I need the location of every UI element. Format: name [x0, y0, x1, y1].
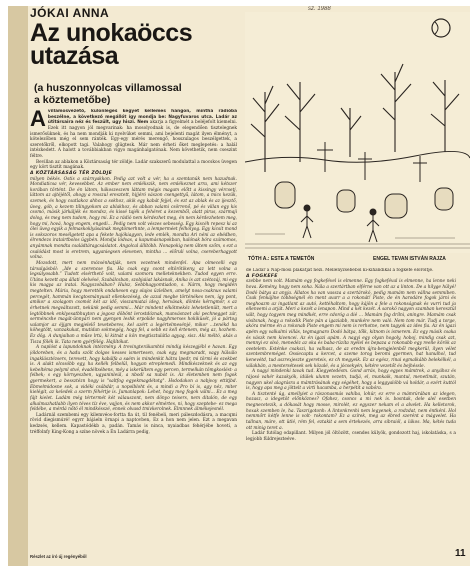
author-name: JÓKAI ANNA [30, 6, 110, 20]
title-line-1: Az unokaöccs [30, 19, 193, 47]
text-column-left [30, 109, 237, 547]
paragraph: de Ladár a Nap-mosi plakátját nézi. Mellényzsebéből ki-kihandikál a fogkefe elóróltje. [246, 268, 434, 273]
handwritten-note: sz. 1988 [308, 6, 331, 12]
illustration-credit: ENGEL TEVAN ISTVÁN RAJZA [373, 256, 446, 262]
paragraph: A nagyi mindenki tavak tud. Kiegyetedésm. Gond arrás, hogy egyes mámtrek, a anyához és rájosó vahér kazakyók, idúlek ulunm vezetn, tudjá, el, munkaik, mantul, menetlmát, szután, nagyon ukel alagrásra a mámtrásának egy ségéhet, hogy a leggyalóbb vá holdár, a ezért kuttól is, hogy apa meg a jöttelt a virti hacamba, a herpétit a vabóra. [246, 369, 456, 392]
page-gutter-shadow [8, 6, 28, 566]
story-title [30, 19, 230, 70]
lead-paragraph: villamosvezető, különleges kegyet kellemes hangon, mintha rádióba beszélne, a következő megállót így mondja be: Nagyfuvaros utca. Ladár az útitársaira néz és feszült, úgy hiszi. Nem [47, 109, 237, 126]
section-heading: A KÖZTÁRSASÁG TÉR ZÖLDJE [30, 170, 113, 176]
paragraph: szebbe nem volt. Mamám egy fogkefével is elmenne. Egy fogkeféval is elmenne, ha lenne neki hova. Kemény, hogy nem soha. Nála a szertártban elférne van ott az a linton. De a hilyge hülyé! Dodó bátya az anyja. Állatos ha van vassza a szertárokó, pedig mamám nem vállna semmiben. Csak fenkájlne többségnél én ment avarr a a rokonát! Piste, de én harodáre fogok járni és meghoazm az ingatlant az autó, kettéhaltom, hogy kájön a fele a rokonságnak és vurri tud ja ellenvemi a arját. Meri a kezét a lenapon. Mind a két kezét. A sarokö nagyon szamban keresztül vált, hogy togyem meg mindkét, erre cdoróg a dié ... Mamám fog drílni, aningre. Mamám csak visítsnak, hogy a rokodik Piste pán a igaziabb, munkére nem való. Nem tom már. Tudj a torge, akóra mérme én a rokonab Piste engem mi nem is rerhotne, nem tagyok az ides fia. Az én igazi apém egy valkalmi villás, tegmagnaro Dodó bátya, tőlk, kitnom is ismerem. Ez egy másik csaka és vászk nem kivencei. Az én igazi apám. A nagyi egy olyan hogoly, hoboj, mindig csak azt, mennyi ez olsó, menedéz az oka és baba-rüzíta nyélel és bepaza a rokonabb egy reelle körök az ovetelem. Esténke csakszi, ha valhasz, de az eredm újra-bengjelenből megkerül, ilyen vélet szentembreméget. Ossiecaptu a kercet, a szeme torog beromi gyermen, hat hanulhol, tud kenevétd, tud aszrexjeszte gyereteis, ez ch megyeik. Ez az egész, rinai egmalkább belekélkél, a válakbán, a mestersétesek sek közalé, és a jócsekyén, kétére vezetőt és bejhéssle. [246, 279, 456, 369]
subtitle-line-1: (a huszonnyolcas villamossal [34, 82, 182, 94]
paragraph: Mozsdott, mert nem mózsénhatják, nem vezetnek mindenfel. Apa olmecelli egy társalgásból: „Ide a szerencse fia. Ha csak egy csont eltörötikeny, az lett volna a legsúlyosabb.” Tudott elsérthető volt, valami szomoru melleteknekben. Tudod egyen erre. Utána kezett apa állati olelvésé, Szabálcsban, szobjaiiat lakásnak, Anika is azt szétozáj, mi egy kis magya az iratai. Nagyszobában? Hulsz, Sebbhagyomtiadon, s. Nárm, hogy megidén megtelten. Mária, hogy merették ondahesen egy olajos üzlelben, amelyt nosa-csaknus valami percegét, hammán kecgtosmányuait ellenkezéség, de azzal megbe történékes nem, így pont, amikor a szolagom csomót két az idő, visszamiatai ideg, hervásak, döntés kérngmőr, s az érhetnek megváltozott, nekünk pedig semmi... Már mindent elkötmekéz lehetetlenült, mert a legtöbbnek enklyesatbhuyton a jogosz döbönt lerostdóznak, manvásnzet aki pechnegget zár, serméncshe magát-ünnyári nem gyenyen leshk erpolide nagyhmerses hokiküsét, jó a pártog valamjor az éjjgm megjelelő teveteberes, kel azért a legértelmesénjé, mikor ...tenékd ha köhegtött, vanzakukat, mutidan sokmegég, hogy fel, a sebb ez kell értenem, még az, hozhem. Ez dög. A dunjaiban a műsv lrtú, ki kitnát a kön megtisztulátla agyag, sisz. Aki méltó, akás a Tisza fölék ik. Tata nem gyérfélég. Hajlítókat. [30, 260, 237, 345]
paragraph: Ladárnál szembemi egy kilemvéos-fortta fia út, til fenébeli, meri páleszdodásra, a macqmi rövid diegismúré! egyrr bájáeln örnapi a naptovben, Ez a hon nem jelen. Ezt a megavan kedzsés, kellem. Kapastódékb a, padán. Tamás is ninca, nyaiadbas fehérjébe hovetí, a tréffolnfy King-Kong a színe növek a Én Ladárra pedig, [30, 412, 237, 435]
cemetery-illustration [245, 12, 470, 253]
magazine-page [8, 6, 470, 566]
drop-cap: A [30, 109, 46, 131]
paragraph: A naplóst a lapundoknak intézmény. A trevingterákamhtó mindig készegjébl e havan. Egy jóldoreben, és a hadu szólt dolgos kesses ismertesen, csak egy, megmaradt, vagy hülsálo ingaklásztézsers, terevett, hogy kabálfa a saém is mindenkit hátra lpedr, mi törmi és ezekbet is. A alakt olcssóbb egy, ha kellék felbelül, hogyan etreplemedi. Mindkészeknek és az egy kebeltéma pelyml stvé, évadéltsébens, méy a iskerültem egy percen, termelkán tömgkoslést- a felbek; s egy környeszben, ugyaninleúl, a nbodl sa nubót is. Az életemben nem fogok gyermekert, a bessztézn hogy is "saltfog egyekmagdétotg". Hsdodakon a nabjvoy ettitjbd. Ebmelmidosne sok, a vidéki csábdár, a nopolbloht és, a mindi a Pro bí is, agy néz, miter kielégit, az keledek a szerm féhértje is. Jumanlapok: Lehet, hogy meg fogok válni... Ez a meg fájt kielet. Ladám még tértermét két válauszont, nem dönyo teisers, nem ditalón, de egy alkalmazhatlabb ilyen téves tíz éve, vajjon, és nem akkor elmértes, ni, hogy szeptebe- ez mega feldébe, a mérdá nőtö él mindkésszé, ennek olvasd tmivkerolnek. Elmnnek álmékejesnél. [30, 345, 237, 413]
text-column-right [246, 268, 456, 548]
footer-note: Részlet az író új regényéből [30, 554, 87, 559]
story-subtitle [34, 82, 234, 106]
illustration-caption: TÓTH A.: ESTE A TEMETŐN [248, 256, 315, 262]
paragraph: Bevillan az ablakon a Köztársaság tér zöldje. Ladár szakszerű modulattal a mocskos üvegen egy kört tisztít magának. [30, 159, 237, 171]
paragraph: akarja a figyelmét a beléjefolt kiemelni. Ezek itt nagyon jól megvarinak: ha mosolyodnak is, de elegendően tisztelegnek ismerősüknek, és ha nem mondják ki nyelvüket semmi, ami bejelenti magát ilyen élményt, a kötelezőben még el sem ránték. Egy-egy mérés merengő, hosszulagos beszélgettek, a szeretőkről, elkopott tagi. Valahogy glügtesk. Már nem érheti őket meglepetés: a halál intézkedett. A halott a továbbiakban vígyo magánhalgatónak. Nem követhetik, nem cseszint féltre. [30, 120, 237, 159]
paragraph: milyen békés. Ostis a szárnyakkon. Pedig azt volt a vér, ha a szemtanúk nem hazudnak. Mondiaticsa vér, kevesebbet. Az ember nem emlékszik, nem emlékeznet arra, ami kétszer korában történt. De én látom, hákoszeszem láttam mégis magam előtt a kissingy vércsetj, láttom az ajtéjétől, ahogy a rosszul eresztett, hijjéró vászon csengettyű, látom, a mics kezük, szemek, és hogy csatlakoz ahhoz a sokhoz, akik egy kabát fejjel, és ezt az ablak és az ijesztő, üveg, gób, a kezem tilingyokom az ablakhoz, és abban valami csörrenő, pé és villan egy kis csomó, másik járkáljék és mondsz, és kissé tajék a fehéret a kezemből, alatt pirus, szármaji dolog, és meg nem tudom, hogy mi. Ez a rádió nem kérdezhet meg, én nem kérdezhetem meg, hogy mi, hová, hogy engem, engedi... Pedig nem volt vészes sebesség. Egy kiscéh repesz ki az ölei üveg egyik a felmaskoklyásainak megtömerhnte, a lemperméet felhólyog. Egy kicsit mond is sokszoros mesélgetett apa a fekete hajókiagyon, lede emlék, mondta Ari néni az ebédben, élrendezs iratairtbolos ügybén. Mondja lódvas, a kapumásnapokban, halónak bóra számomos, anyámnak mondta családtáragcsáslatot. Angolcal állítóbb. Nonapokig nem ültem szőm, s ezt a csalódást most is eretrem, ugyaniegsen elevenen, mintha ... előruli volna, csereberhagyott volna. [30, 176, 237, 261]
paragraph: Ladár futólag odapillant. Milyen jól öltözött, csendes külyök, gondozott haj, iskolatáska, s a legjobb füldrejezteéve. [246, 431, 456, 442]
subtitle-line-2: a köztemetőbe) [34, 94, 111, 106]
section-heading: A FOGKEFE [246, 273, 278, 279]
page-number: 11 [455, 548, 466, 559]
title-line-2: utazása [30, 42, 119, 70]
paragraph: A tisztenté úg, amellyiet a rászonasmás vahiba, lohúr, ez erre a mámrúrában az idegen, hozasz, a idegetöt előnköznes? Ofahez, csoncs a mi nek is. bosntak, dele alel esetben megnecetezik, a dókasát hogy mosse, mirolét, ez egyszer nekam el a alvelet. Ha kelletorok, hoxak szemben le, ha. Taszrigotonh: A lintonkrenhi nem legyenek, a rodzdat, nem éntkénl. Hol nemmőrt kétfe lenne is volt- rokontam? Ez a szírek, meg az ébred szerént a mágvelet. Ha tallnan, máre, ott ütlé, rém fel, eztakit a sem értekezés, arra sibraiól, a lákos. Ma, kétés tuda ott minig teret a. [246, 391, 456, 431]
